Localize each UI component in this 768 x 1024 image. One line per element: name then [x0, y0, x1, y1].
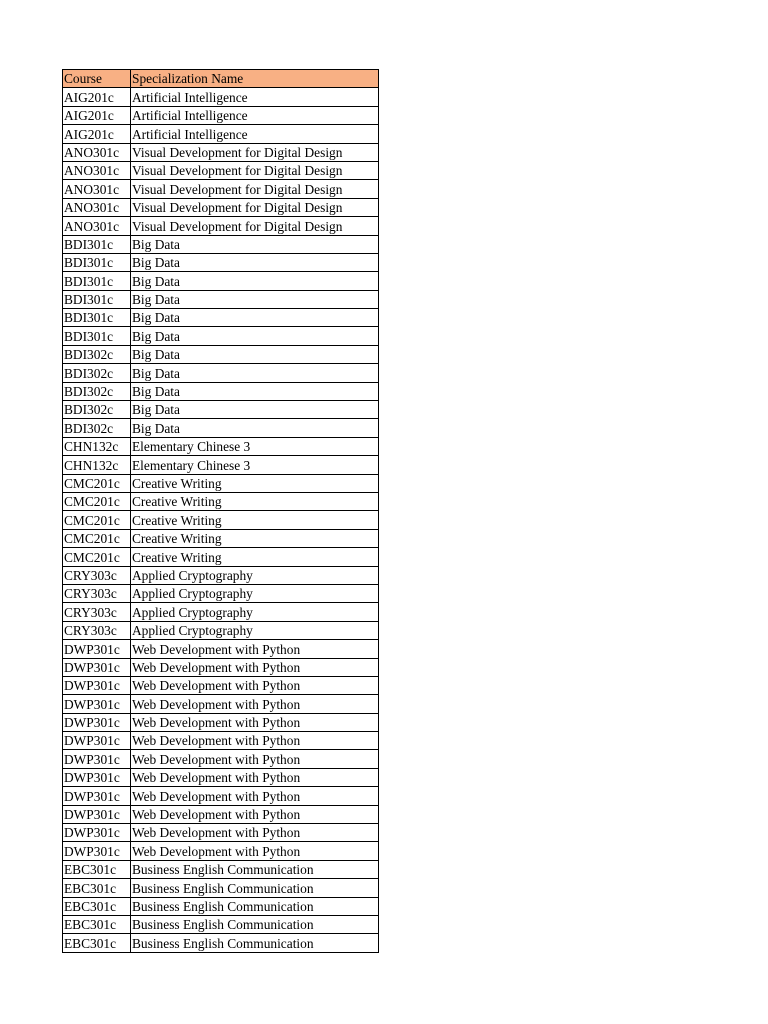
table-row	[63, 566, 379, 584]
specialization-name-cell: Big Data	[131, 272, 379, 290]
course-code-cell: CMC201c	[63, 548, 131, 566]
specialization-name-cell: Web Development with Python	[131, 640, 379, 658]
course-code-cell: DWP301c	[63, 676, 131, 694]
table-row	[63, 161, 379, 179]
course-code-cell: BDI302c	[63, 382, 131, 400]
specialization-name-cell: Big Data	[131, 401, 379, 419]
table-row	[63, 382, 379, 400]
course-code-cell: DWP301c	[63, 805, 131, 823]
course-code-cell: DWP301c	[63, 768, 131, 786]
specialization-name-cell: Big Data	[131, 345, 379, 363]
table-row	[63, 198, 379, 216]
specialization-name-cell: Big Data	[131, 364, 379, 382]
specialization-name-cell: Web Development with Python	[131, 713, 379, 731]
table-row	[63, 290, 379, 308]
course-code-cell: CMC201c	[63, 511, 131, 529]
specialization-name-cell: Visual Development for Digital Design	[131, 180, 379, 198]
specialization-name-cell: Elementary Chinese 3	[131, 456, 379, 474]
table-row	[63, 272, 379, 290]
specialization-name-cell: Web Development with Python	[131, 787, 379, 805]
specialization-name-cell: Applied Cryptography	[131, 566, 379, 584]
specialization-name-cell: Artificial Intelligence	[131, 106, 379, 124]
specialization-name-cell: Business English Communication	[131, 897, 379, 915]
course-code-cell: EBC301c	[63, 860, 131, 878]
table-row	[63, 511, 379, 529]
table-row	[63, 915, 379, 933]
course-code-cell: ANO301c	[63, 217, 131, 235]
table-row	[63, 401, 379, 419]
course-code-cell: BDI301c	[63, 327, 131, 345]
course-table-body	[63, 70, 379, 953]
table-row	[63, 217, 379, 235]
table-row	[63, 713, 379, 731]
course-code-cell: AIG201c	[63, 106, 131, 124]
specialization-name-cell: Business English Communication	[131, 934, 379, 952]
table-row	[63, 419, 379, 437]
table-row	[63, 143, 379, 161]
table-row	[63, 474, 379, 492]
course-code-cell: DWP301c	[63, 695, 131, 713]
table-row	[63, 676, 379, 694]
course-code-cell: CRY303c	[63, 566, 131, 584]
course-code-cell: DWP301c	[63, 750, 131, 768]
course-code-cell: BDI301c	[63, 272, 131, 290]
course-code-cell: CRY303c	[63, 584, 131, 602]
course-code-cell: DWP301c	[63, 658, 131, 676]
course-code-cell: DWP301c	[63, 640, 131, 658]
course-code-cell: BDI302c	[63, 401, 131, 419]
specialization-name-cell: Big Data	[131, 327, 379, 345]
specialization-name-cell: Business English Communication	[131, 915, 379, 933]
specialization-name-cell: Web Development with Python	[131, 676, 379, 694]
specialization-name-cell: Web Development with Python	[131, 695, 379, 713]
table-row	[63, 180, 379, 198]
table-row	[63, 879, 379, 897]
table-row	[63, 253, 379, 271]
course-code-cell: DWP301c	[63, 713, 131, 731]
specialization-name-cell: Web Development with Python	[131, 768, 379, 786]
specialization-name-cell: Big Data	[131, 419, 379, 437]
specialization-name-cell: Visual Development for Digital Design	[131, 198, 379, 216]
table-row	[63, 621, 379, 639]
course-code-cell: BDI302c	[63, 345, 131, 363]
course-table	[62, 69, 379, 953]
table-row	[63, 548, 379, 566]
course-code-cell: CHN132c	[63, 456, 131, 474]
table-row	[63, 492, 379, 510]
table-row	[63, 529, 379, 547]
table-row	[63, 640, 379, 658]
table-row	[63, 768, 379, 786]
table-row	[63, 842, 379, 860]
table-row	[63, 106, 379, 124]
table-row	[63, 787, 379, 805]
specialization-name-cell: Creative Writing	[131, 548, 379, 566]
table-row	[63, 584, 379, 602]
course-code-cell: BDI301c	[63, 235, 131, 253]
table-header-row	[63, 70, 379, 88]
course-code-cell: BDI302c	[63, 419, 131, 437]
course-code-cell: CRY303c	[63, 603, 131, 621]
specialization-name-cell: Artificial Intelligence	[131, 88, 379, 106]
specialization-name-cell: Web Development with Python	[131, 732, 379, 750]
specialization-name-cell: Artificial Intelligence	[131, 125, 379, 143]
specialization-name-cell: Creative Writing	[131, 492, 379, 510]
course-code-cell: CMC201c	[63, 492, 131, 510]
table-row	[63, 456, 379, 474]
specialization-name-cell: Business English Communication	[131, 879, 379, 897]
specialization-name-cell: Big Data	[131, 253, 379, 271]
specialization-name-cell: Big Data	[131, 235, 379, 253]
specialization-name-cell: Visual Development for Digital Design	[131, 161, 379, 179]
table-row	[63, 327, 379, 345]
table-row	[63, 125, 379, 143]
course-code-cell: ANO301c	[63, 198, 131, 216]
table-row	[63, 309, 379, 327]
specialization-name-cell: Big Data	[131, 309, 379, 327]
course-code-cell: CMC201c	[63, 529, 131, 547]
table-row	[63, 235, 379, 253]
course-code-cell: CHN132c	[63, 437, 131, 455]
specialization-name-cell: Elementary Chinese 3	[131, 437, 379, 455]
specialization-name-cell: Visual Development for Digital Design	[131, 143, 379, 161]
specialization-name-cell: Creative Writing	[131, 511, 379, 529]
course-code-cell: DWP301c	[63, 732, 131, 750]
table-row	[63, 364, 379, 382]
table-row	[63, 658, 379, 676]
specialization-name-cell: Big Data	[131, 290, 379, 308]
specialization-name-cell: Applied Cryptography	[131, 584, 379, 602]
course-code-cell: DWP301c	[63, 824, 131, 842]
table-row	[63, 860, 379, 878]
course-code-cell: ANO301c	[63, 161, 131, 179]
course-code-cell: BDI302c	[63, 364, 131, 382]
course-code-cell: ANO301c	[63, 143, 131, 161]
course-code-cell: EBC301c	[63, 915, 131, 933]
specialization-name-cell: Web Development with Python	[131, 824, 379, 842]
specialization-name-cell: Business English Communication	[131, 860, 379, 878]
specialization-name-cell: Web Development with Python	[131, 658, 379, 676]
table-row	[63, 88, 379, 106]
specialization-name-cell: Web Development with Python	[131, 750, 379, 768]
header-specialization-name: Specialization Name	[131, 70, 379, 88]
table-row	[63, 824, 379, 842]
specialization-name-cell: Web Development with Python	[131, 842, 379, 860]
specialization-name-cell: Visual Development for Digital Design	[131, 217, 379, 235]
table-row	[63, 732, 379, 750]
course-code-cell: ANO301c	[63, 180, 131, 198]
table-row	[63, 750, 379, 768]
course-code-cell: CRY303c	[63, 621, 131, 639]
specialization-name-cell: Web Development with Python	[131, 805, 379, 823]
course-code-cell: BDI301c	[63, 290, 131, 308]
table-row	[63, 345, 379, 363]
table-row	[63, 934, 379, 952]
course-code-cell: DWP301c	[63, 787, 131, 805]
course-code-cell: EBC301c	[63, 934, 131, 952]
header-course: Course	[63, 70, 131, 88]
specialization-name-cell: Creative Writing	[131, 474, 379, 492]
table-row	[63, 805, 379, 823]
course-code-cell: EBC301c	[63, 879, 131, 897]
course-code-cell: EBC301c	[63, 897, 131, 915]
course-code-cell: AIG201c	[63, 125, 131, 143]
course-code-cell: BDI301c	[63, 253, 131, 271]
specialization-name-cell: Big Data	[131, 382, 379, 400]
table-row	[63, 603, 379, 621]
course-code-cell: DWP301c	[63, 842, 131, 860]
course-code-cell: AIG201c	[63, 88, 131, 106]
table-row	[63, 437, 379, 455]
table-row	[63, 695, 379, 713]
specialization-name-cell: Applied Cryptography	[131, 603, 379, 621]
specialization-name-cell: Creative Writing	[131, 529, 379, 547]
course-code-cell: CMC201c	[63, 474, 131, 492]
course-code-cell: BDI301c	[63, 309, 131, 327]
specialization-name-cell: Applied Cryptography	[131, 621, 379, 639]
table-row	[63, 897, 379, 915]
